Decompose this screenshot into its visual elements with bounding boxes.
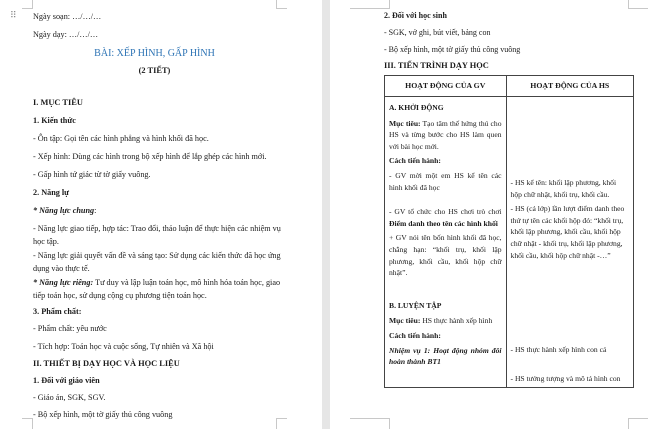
nang-luc-rieng-label: * Năng lực riêng: bbox=[33, 278, 94, 287]
giao-vien-item: - Giáo án, SGK, SGV. bbox=[33, 393, 106, 402]
kien-thuc-item: - Xếp hình: Dùng các hình trong bộ xếp hình để lắp ghép các hình mới. bbox=[33, 152, 267, 161]
section-luyen-tap: B. LUYỆN TẬP bbox=[389, 300, 442, 310]
section-khoi-dong: A. KHỞI ĐỘNG bbox=[389, 103, 444, 112]
page-corner-mark bbox=[350, 418, 390, 429]
lesson-title: BÀI: XẾP HÌNH, GẤP HÌNH bbox=[94, 48, 215, 59]
drag-handle-icon[interactable]: ⠿ bbox=[10, 11, 18, 21]
nhiem-vu-1: Nhiệm vụ 1: Hoạt động nhóm đôi hoàn thành BT1 bbox=[389, 345, 502, 367]
hs-response: - HS tưởng tượng và mô tả hình con bbox=[510, 373, 621, 383]
page-corner-mark bbox=[628, 418, 648, 429]
table-row bbox=[385, 97, 634, 388]
colon: : bbox=[94, 206, 97, 215]
heading-nang-luc: 2. Năng lự bbox=[33, 188, 70, 197]
muc-tieu-label: Mục tiêu: bbox=[389, 118, 421, 128]
spacer bbox=[511, 359, 629, 373]
gv-step: - GV mời một em HS kể tên các hình khối đã học bbox=[389, 170, 502, 192]
section-tien-trinh: III. TIẾN TRÌNH DẠY HỌC bbox=[384, 61, 489, 70]
section-thiet-bi: II. THIẾT BỊ DẠY HỌC VÀ HỌC LIỆU bbox=[33, 359, 180, 368]
cell-hs-activities bbox=[506, 97, 633, 388]
header-gv: HOẠT ĐỘNG CỦA GV bbox=[385, 76, 507, 97]
page-corner-mark bbox=[276, 0, 287, 9]
nang-luc-rieng-text: Tư duy và lập luận toán học, mô hình hóa toán học, giao tiếp toán học, sử dụng cộng cụ phương tiện toán học. bbox=[33, 278, 281, 300]
heading-kien-thuc: 1. Kiến thức bbox=[33, 116, 76, 125]
hs-response: - HS thực hành xếp hình con cá bbox=[510, 345, 607, 355]
page-corner-mark bbox=[22, 0, 33, 9]
game-name: Điểm danh theo tên các hình khối bbox=[389, 218, 498, 228]
document-page-left bbox=[0, 0, 322, 429]
cell-gv-activities bbox=[385, 97, 507, 388]
lesson-subtitle: (2 TIẾT) bbox=[138, 66, 171, 75]
muc-tieu-a bbox=[389, 118, 502, 153]
page-corner-mark bbox=[350, 0, 390, 9]
lesson-table bbox=[384, 75, 634, 388]
spacer bbox=[511, 264, 629, 344]
heading-hoc-sinh: 2. Đối với học sinh bbox=[384, 11, 447, 20]
spacer bbox=[511, 97, 629, 177]
document-page-right bbox=[330, 0, 650, 429]
page-corner-mark bbox=[276, 418, 287, 429]
header-hs: HOẠT ĐỘNG CỦA HS bbox=[506, 76, 633, 97]
cach-tien-hanh-a: Cách tiến hành: bbox=[389, 156, 441, 166]
muc-tieu-b bbox=[389, 315, 502, 327]
hs-response: - HS kể tên: khối lập phương, khối hộp chữ nhật, khối trụ, khối cầu. bbox=[510, 178, 617, 199]
gv-step-text: - GV tổ chức cho HS chơi trò chơi bbox=[389, 207, 502, 217]
hoc-sinh-item: - Bộ xếp hình, một tờ giấy thủ công vuông bbox=[384, 45, 521, 54]
kien-thuc-item: - Ôn tập: Gọi tên các hình phẳng và hình khối đã học. bbox=[33, 134, 209, 143]
hoc-sinh-item: - SGK, vở ghi, bút viết, bảng con bbox=[384, 28, 491, 37]
nang-luc-chung-heading bbox=[33, 205, 96, 217]
gv-step bbox=[389, 206, 502, 229]
hs-response: - HS (cả lớp) lần lượt điểm danh theo thứ tự tên các khối hộp đó: “khối trụ, khối lập phương, khối cầu, khối hộp chữ nhật - khối trụ, khối lập phương, khối cầu, khối hộp chữ nhật -…” bbox=[510, 204, 625, 260]
heading-pham-chat: 3. Phẩm chất: bbox=[33, 307, 82, 316]
cach-tien-hanh-b: Cách tiến hành: bbox=[389, 330, 441, 340]
page-corner-mark bbox=[628, 0, 648, 9]
spacer bbox=[389, 282, 502, 299]
pham-chat-item: - Phẩm chất: yêu nước bbox=[33, 324, 107, 333]
table-header-row bbox=[385, 76, 634, 97]
nang-luc-chung-item: - Năng lực giao tiếp, hợp tác: Trao đổi, thảo luận để thực hiện các nhiệm vụ học tập. bbox=[33, 224, 281, 246]
ngay-day: Ngày dạy: …/…/… bbox=[33, 30, 99, 39]
heading-giao-vien: 1. Đối với giáo viên bbox=[33, 376, 100, 385]
muc-tieu-label: Mục tiêu: bbox=[389, 316, 421, 326]
page-corner-mark bbox=[22, 418, 33, 429]
kien-thuc-item: - Gấp hình tứ giác từ tờ giấy vuông. bbox=[33, 170, 151, 179]
nang-luc-chung-item: - Năng lực giải quyết vấn đề và sáng tạo: Sử dụng các kiến thức đã học ứng dụng vào thực tế. bbox=[33, 251, 281, 273]
nang-luc-chung-label: * Năng lực chung bbox=[33, 206, 95, 215]
ngay-soan[interactable]: Ngày soạn: …/…/… bbox=[33, 12, 102, 21]
giao-vien-item: - Bộ xếp hình, một tờ giấy thủ công vuông bbox=[33, 410, 173, 419]
gv-step: + GV nói tên bốn hình khối đã học, chẳng hạn: “khối trụ, khối lập phương, khối cầu, khối hộp chữ nhật”. bbox=[389, 233, 502, 278]
spacer bbox=[389, 196, 502, 206]
nang-luc-rieng bbox=[33, 276, 283, 302]
pham-chat-item: - Tích hợp: Toán học và cuộc sống, Tự nhiên và Xã hội bbox=[33, 342, 214, 351]
muc-tieu-text: Tạo tâm thế hứng thú cho HS và từng bước cho HS làm quen với bài học mới. bbox=[389, 118, 502, 151]
muc-tieu-text: HS thực hành xếp hình bbox=[420, 316, 493, 326]
section-muc-tieu: I. MỤC TIÊU bbox=[33, 98, 83, 107]
